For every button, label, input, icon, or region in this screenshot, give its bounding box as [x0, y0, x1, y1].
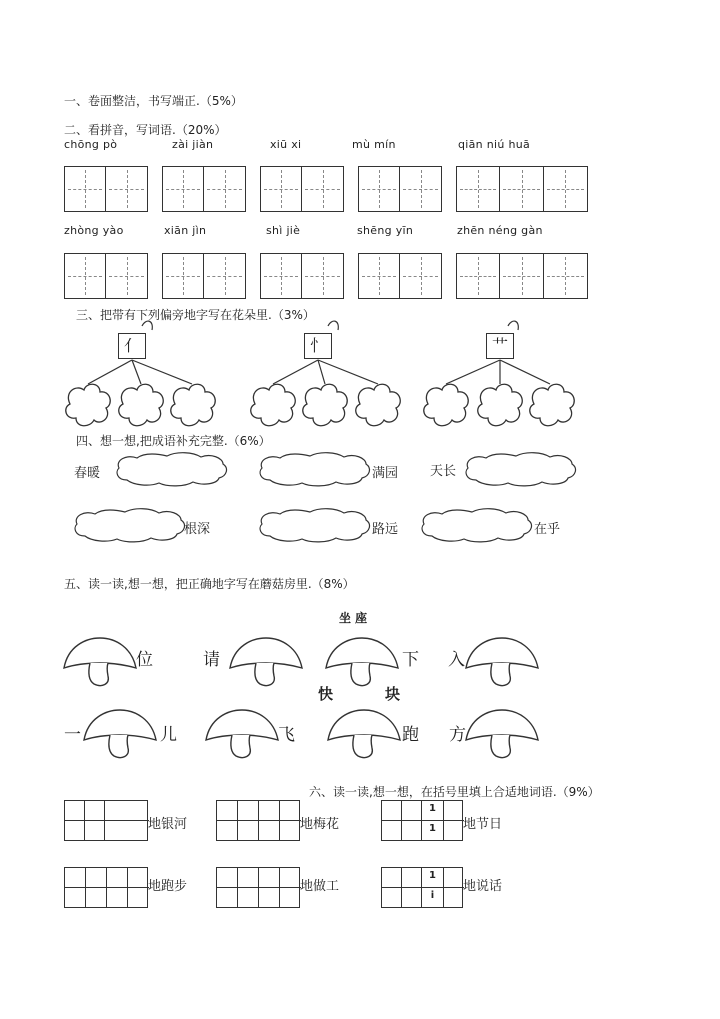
mushroom-char-1: 位	[136, 650, 153, 670]
answer-grid-2[interactable]	[216, 800, 300, 841]
pinyin-4: mù mín	[352, 138, 396, 151]
char-pair-2b: 块	[385, 685, 401, 703]
idiom-word-5: 路远	[372, 522, 399, 537]
idiom-word-2: 满园	[372, 466, 399, 481]
tian-grid-2[interactable]	[162, 166, 246, 212]
cloud-2	[260, 453, 369, 486]
mark-2: 1	[422, 821, 444, 841]
mushroom-char-2: 请	[203, 650, 220, 670]
mushroom-char-8: 跑	[402, 725, 419, 745]
pinyin-5: qiān niú huā	[458, 138, 531, 151]
tian-grid-3[interactable]	[260, 166, 344, 212]
idiom-word-3: 天长	[430, 464, 457, 479]
tian-grid-10[interactable]	[456, 253, 588, 299]
char-pair-2a: 快	[318, 685, 334, 703]
radical-box-3: 艹	[486, 333, 514, 359]
phrase-2: 地梅花	[300, 817, 340, 832]
phrase-1: 地银河	[148, 817, 188, 832]
idiom-word-4: 根深	[184, 522, 211, 537]
radical-box-1: 亻	[118, 333, 146, 359]
answer-grid-4[interactable]	[64, 867, 148, 908]
section6-title: 六、读一读,想一想，在括号里填上合适地词语.（9%）	[309, 785, 600, 799]
cloud-5	[260, 509, 369, 542]
mushroom-char-4: 入	[448, 650, 465, 670]
mark-1: 1	[422, 801, 444, 821]
cloud-3	[466, 453, 575, 486]
pinyin-1: chōng pò	[64, 138, 118, 151]
phrase-6: 地说话	[463, 879, 503, 894]
tian-grid-5[interactable]	[456, 166, 588, 212]
pinyin-9: shēng yīn	[357, 224, 414, 237]
tian-grid-4[interactable]	[358, 166, 442, 212]
pinyin-2: zài jiàn	[172, 138, 214, 151]
tian-grid-9[interactable]	[358, 253, 442, 299]
mushroom-houses	[0, 630, 720, 760]
mark-3: 1	[422, 868, 444, 888]
answer-grid-6[interactable]	[381, 867, 463, 908]
pinyin-6: zhòng yào	[64, 224, 124, 237]
tian-grid-6[interactable]	[64, 253, 148, 299]
cloud-4	[75, 509, 184, 542]
cloud-1	[117, 453, 226, 486]
section2-title: 二、看拼音，写词语.（20%）	[64, 123, 227, 137]
section5-title: 五、读一读,想一想，把正确地字写在蘑菇房里.（8%）	[64, 577, 355, 591]
mushroom-char-7: 飞	[278, 725, 295, 745]
mushroom-char-5: 一	[64, 725, 81, 745]
section4-title: 四、想一想,把成语补充完整.（6%）	[76, 434, 271, 448]
pinyin-10: zhēn néng gàn	[457, 224, 543, 237]
section3-title: 三、把带有下列偏旁地字写在花朵里.（3%）	[76, 308, 315, 322]
tian-grid-8[interactable]	[260, 253, 344, 299]
idiom-word-6: 在乎	[534, 522, 561, 537]
phrase-5: 地做工	[300, 879, 340, 894]
cloud-6	[422, 509, 531, 542]
mushroom-char-9: 方	[449, 725, 466, 745]
mushroom-char-3: 下	[402, 650, 419, 670]
answer-grid-3[interactable]	[381, 800, 463, 841]
pinyin-8: shì jiè	[266, 224, 301, 237]
tian-grid-7[interactable]	[162, 253, 246, 299]
pinyin-7: xiān jìn	[164, 224, 207, 237]
radical-box-2: 忄	[304, 333, 332, 359]
mark-4: i	[422, 888, 444, 908]
char-pair-1: 坐 座	[339, 611, 368, 625]
pinyin-3: xiū xi	[270, 138, 302, 151]
mushroom-char-6: 儿	[160, 725, 177, 745]
phrase-3: 地节日	[463, 817, 503, 832]
phrase-4: 地跑步	[148, 879, 188, 894]
cloud-blanks	[0, 446, 720, 546]
section1-title: 一、卷面整洁，书写端正.（5%）	[64, 94, 243, 108]
answer-grid-5[interactable]	[216, 867, 300, 908]
idiom-word-1: 春暖	[74, 466, 101, 481]
flower-trees	[0, 320, 720, 430]
tian-grid-1[interactable]	[64, 166, 148, 212]
answer-grid-1[interactable]	[64, 800, 148, 841]
